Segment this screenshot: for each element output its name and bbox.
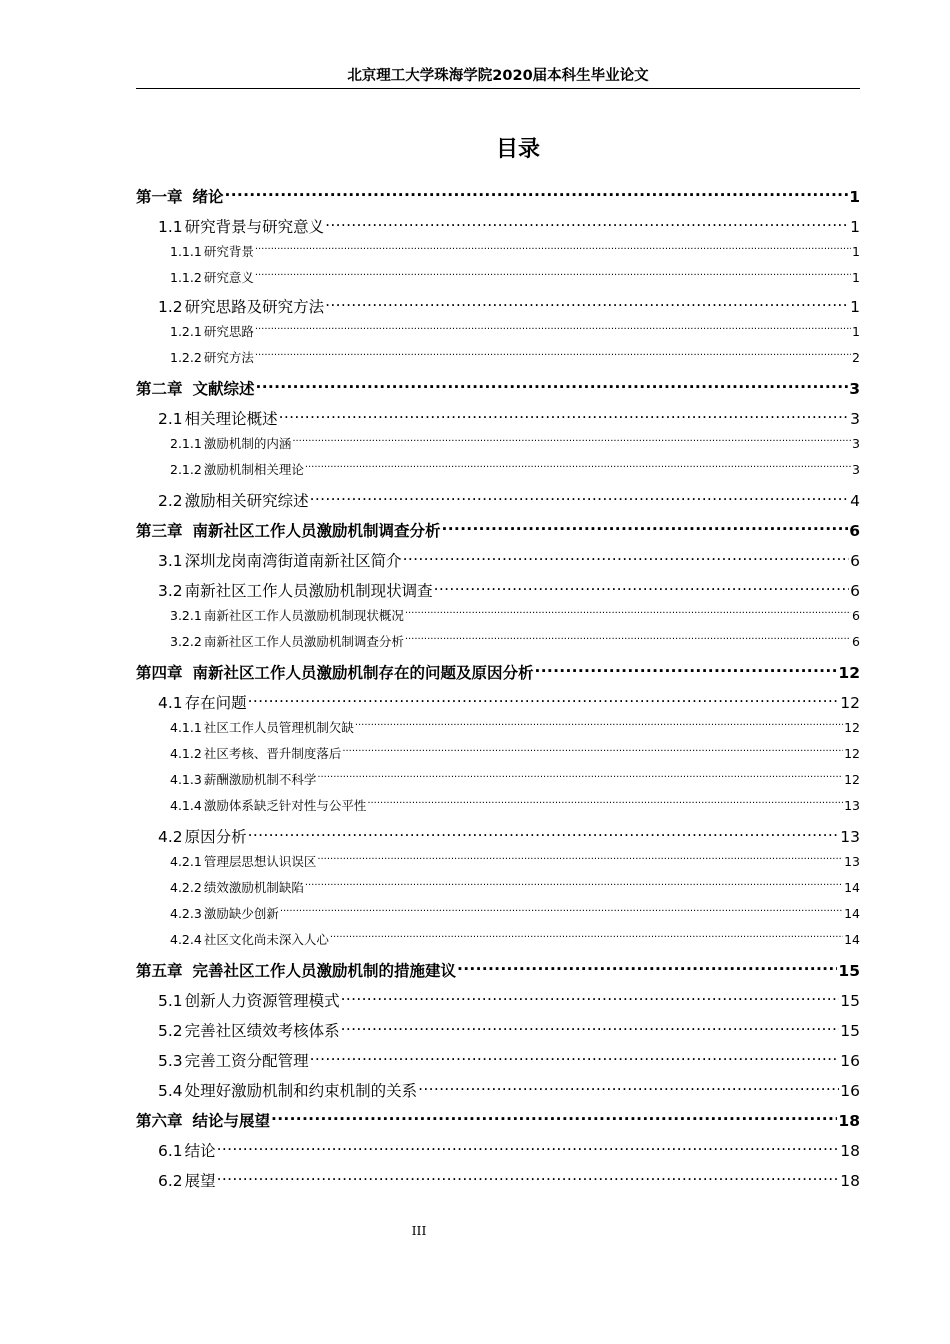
- toc-entry-number: 4.2.2: [170, 880, 202, 895]
- toc-entry-level-3[interactable]: [170, 602, 860, 623]
- toc-entry-label: 深圳龙岗南湾街道南新社区简介: [184, 552, 402, 570]
- toc-entry-page-number: 16: [840, 1052, 860, 1070]
- toc-entry-level-3[interactable]: [170, 874, 860, 895]
- toc-entry-level-3[interactable]: [170, 714, 860, 735]
- toc-entry-label: 完善社区工作人员激励机制的措施建议: [192, 962, 457, 980]
- toc-entry-level-2[interactable]: [158, 402, 860, 428]
- toc-entry-level-2[interactable]: [158, 1044, 860, 1070]
- toc-entry-number: 5.3: [158, 1052, 183, 1070]
- toc-entry-page-number: 13: [840, 828, 860, 846]
- toc-entry-page-number: 12: [844, 772, 860, 787]
- toc-entry-page-number: 14: [844, 906, 860, 921]
- toc-entry-label: 绩效激励机制缺陷: [203, 880, 304, 895]
- toc-entry-level-2[interactable]: [158, 1014, 860, 1040]
- toc-entry-level-1[interactable]: [136, 514, 860, 540]
- toc-entry-page-number: 13: [844, 798, 860, 813]
- toc-entry-label: 南新社区工作人员激励机制现状调查: [184, 582, 433, 600]
- toc-entry-label: 相关理论概述: [184, 410, 278, 428]
- toc-entry-page-number: 12: [838, 664, 860, 682]
- toc-dot-leader: [405, 602, 851, 620]
- toc-entry-page-number: 3: [849, 380, 860, 398]
- toc-entry-label: 研究思路及研究方法: [184, 298, 325, 316]
- toc-entry-number: 4.2: [158, 828, 183, 846]
- toc-entry-page-number: 12: [840, 694, 860, 712]
- toc-entry-number: 第四章: [136, 664, 183, 682]
- toc-entry-label: 结论: [184, 1142, 216, 1160]
- toc-entry-level-3[interactable]: [170, 430, 860, 451]
- toc-entry-number: 第六章: [136, 1112, 183, 1130]
- toc-entry-number: 5.4: [158, 1082, 183, 1100]
- toc-dot-leader: [255, 238, 851, 256]
- toc-entry-label: 激励机制的内涵: [203, 436, 292, 451]
- toc-entry-label: 南新社区工作人员激励机制调查分析: [192, 522, 441, 540]
- toc-dot-leader: [292, 430, 851, 448]
- toc-entry-label: 研究方法: [203, 350, 254, 365]
- toc-entry-label: 南新社区工作人员激励机制调查分析: [203, 634, 404, 649]
- toc-entry-page-number: 16: [840, 1082, 860, 1100]
- toc-dot-leader: [418, 1074, 839, 1096]
- toc-entry-level-2[interactable]: [158, 210, 860, 236]
- toc-entry-level-1[interactable]: [136, 954, 860, 980]
- toc-entry-label: 文献综述: [192, 380, 255, 398]
- toc-entry-number: 4.1: [158, 694, 183, 712]
- toc-entry-page-number: 6: [852, 634, 860, 649]
- toc-entry-level-2[interactable]: [158, 544, 860, 570]
- toc-entry-label: 原因分析: [184, 828, 247, 846]
- toc-entry-number: 4.1.3: [170, 772, 202, 787]
- toc-entry-page-number: 12: [844, 720, 860, 735]
- toc-entry-level-3[interactable]: [170, 344, 860, 365]
- toc-entry-label: 社区文化尚未深入人心: [203, 932, 329, 947]
- toc-entry-number: 第五章: [136, 962, 183, 980]
- toc-entry-level-2[interactable]: [158, 1074, 860, 1100]
- toc-dot-leader: [317, 848, 843, 866]
- toc-entry-level-3[interactable]: [170, 848, 860, 869]
- toc-entry-level-1[interactable]: [136, 372, 860, 398]
- toc-entry-level-1[interactable]: [136, 180, 860, 206]
- toc-dot-leader: [255, 318, 851, 336]
- toc-dot-leader: [305, 456, 851, 474]
- toc-entry-label: 南新社区工作人员激励机制存在的问题及原因分析: [192, 664, 534, 682]
- toc-entry-level-2[interactable]: [158, 1164, 860, 1190]
- toc-title: 目录: [495, 137, 540, 162]
- toc-entry-level-2[interactable]: [158, 984, 860, 1010]
- toc-dot-leader: [535, 656, 838, 678]
- toc-dot-leader: [341, 984, 840, 1006]
- toc-entry-number: 5.2: [158, 1022, 183, 1040]
- toc-entry-label: 激励体系缺乏针对性与公平性: [203, 798, 367, 813]
- toc-entry-label: 激励缺少创新: [203, 906, 279, 921]
- toc-dot-leader: [342, 740, 843, 758]
- toc-entry-label: 绪论: [192, 188, 224, 206]
- toc-entry-label: 社区考核、晋升制度落后: [203, 746, 342, 761]
- toc-entry-label: 研究背景与研究意义: [184, 218, 325, 236]
- toc-dot-leader: [255, 344, 851, 362]
- toc-entry-level-3[interactable]: [170, 264, 860, 285]
- toc-dot-leader: [310, 484, 849, 506]
- toc-entry-level-3[interactable]: [170, 318, 860, 339]
- toc-dot-leader: [330, 926, 843, 944]
- toc-entry-number: 4.1.4: [170, 798, 202, 813]
- toc-entry-page-number: 1: [849, 188, 860, 206]
- toc-entry-label: 激励相关研究综述: [184, 492, 309, 510]
- toc-entry-page-number: 3: [852, 436, 860, 451]
- toc-entry-label: 完善工资分配管理: [184, 1052, 309, 1070]
- toc-entry-number: 1.2.1: [170, 324, 202, 339]
- toc-entry-number: 第三章: [136, 522, 183, 540]
- toc-dot-leader: [271, 1104, 837, 1126]
- toc-entry-level-2[interactable]: [158, 820, 860, 846]
- toc-dot-leader: [403, 544, 849, 566]
- toc-dot-leader: [325, 290, 849, 312]
- toc-entry-level-3[interactable]: [170, 456, 860, 477]
- toc-entry-level-2[interactable]: [158, 484, 860, 510]
- toc-entry-number: 2.1.1: [170, 436, 202, 451]
- toc-entry-page-number: 15: [840, 1022, 860, 1040]
- toc-entry-label: 展望: [184, 1172, 216, 1190]
- toc-entry-page-number: 1: [852, 270, 860, 285]
- toc-entry-page-number: 1: [852, 324, 860, 339]
- toc-entry-page-number: 15: [840, 992, 860, 1010]
- toc-entry-level-2[interactable]: [158, 574, 860, 600]
- toc-entry-page-number: 1: [850, 218, 860, 236]
- toc-entry-number: 4.1.1: [170, 720, 202, 735]
- toc-dot-leader: [325, 210, 849, 232]
- toc-entry-level-2[interactable]: [158, 686, 860, 712]
- toc-entry-level-3[interactable]: [170, 900, 860, 921]
- toc-dot-leader: [367, 792, 843, 810]
- toc-dot-leader: [280, 900, 843, 918]
- toc-dot-leader: [217, 1164, 840, 1186]
- toc-entry-level-1[interactable]: [136, 656, 860, 682]
- toc-entry-label: 创新人力资源管理模式: [184, 992, 340, 1010]
- toc-entry-page-number: 18: [840, 1142, 860, 1160]
- toc-entry-label: 存在问题: [184, 694, 247, 712]
- toc-dot-leader: [279, 402, 849, 424]
- toc-entry-label: 研究思路: [203, 324, 254, 339]
- toc-dot-leader: [310, 1044, 840, 1066]
- toc-entry-number: 4.2.1: [170, 854, 202, 869]
- toc-entry-number: 2.1.2: [170, 462, 202, 477]
- toc-dot-leader: [317, 766, 843, 784]
- toc-entry-number: 1.1.1: [170, 244, 202, 259]
- toc-entry-page-number: 3: [850, 410, 860, 428]
- toc-entry-level-3[interactable]: [170, 766, 860, 787]
- toc-entry-page-number: 3: [852, 462, 860, 477]
- toc-entry-number: 6.1: [158, 1142, 183, 1160]
- toc-entry-level-3[interactable]: [170, 740, 860, 761]
- toc-entry-page-number: 1: [850, 298, 860, 316]
- toc-entry-page-number: 1: [852, 244, 860, 259]
- toc-dot-leader: [405, 628, 851, 646]
- toc-entry-page-number: 4: [850, 492, 860, 510]
- toc-entry-page-number: 18: [838, 1112, 860, 1130]
- toc-entry-number: 1.2.2: [170, 350, 202, 365]
- toc-entry-number: 4.1.2: [170, 746, 202, 761]
- toc-entry-label: 薪酬激励机制不科学: [203, 772, 317, 787]
- toc-entry-page-number: 6: [849, 522, 860, 540]
- toc-entry-page-number: 13: [844, 854, 860, 869]
- toc-entry-label: 研究背景: [203, 244, 254, 259]
- page-header: 北京理工大学珠海学院2020届本科生毕业论文: [347, 68, 649, 84]
- toc-entry-level-3[interactable]: [170, 926, 860, 947]
- toc-entry-number: 1.1: [158, 218, 183, 236]
- toc-entry-number: 6.2: [158, 1172, 183, 1190]
- toc-entry-number: 5.1: [158, 992, 183, 1010]
- toc-dot-leader: [457, 954, 837, 976]
- toc-entry-label: 管理层思想认识误区: [203, 854, 317, 869]
- toc-entry-label: 南新社区工作人员激励机制现状概况: [203, 608, 404, 623]
- toc-entry-level-1[interactable]: [136, 1104, 860, 1130]
- toc-entry-label: 处理好激励机制和约束机制的关系: [184, 1082, 418, 1100]
- toc-entry-page-number: 12: [844, 746, 860, 761]
- toc-entry-number: 3.2.2: [170, 634, 202, 649]
- toc-dot-leader: [248, 820, 840, 842]
- toc-entry-level-3[interactable]: [170, 238, 860, 259]
- toc-dot-leader: [248, 686, 840, 708]
- toc-entry-number: 2.1: [158, 410, 183, 428]
- toc-entry-level-3[interactable]: [170, 792, 860, 813]
- toc-dot-leader: [217, 1134, 840, 1156]
- toc-dot-leader: [442, 514, 849, 536]
- toc-entry-page-number: 6: [852, 608, 860, 623]
- toc-dot-leader: [341, 1014, 840, 1036]
- page-number: III: [411, 1223, 427, 1238]
- toc-entry-number: 1.2: [158, 298, 183, 316]
- toc-dot-leader: [305, 874, 843, 892]
- toc-entry-page-number: 6: [850, 552, 860, 570]
- toc-dot-leader: [355, 714, 843, 732]
- toc-entry-level-3[interactable]: [170, 628, 860, 649]
- toc-entry-label: 社区工作人员管理机制欠缺: [203, 720, 354, 735]
- toc-dot-leader: [255, 264, 851, 282]
- toc-entry-number: 第一章: [136, 188, 183, 206]
- toc-entry-number: 3.1: [158, 552, 183, 570]
- toc-entry-number: 3.2: [158, 582, 183, 600]
- toc-entry-page-number: 6: [850, 582, 860, 600]
- toc-entry-level-2[interactable]: [158, 1134, 860, 1160]
- toc-entry-number: 4.2.3: [170, 906, 202, 921]
- toc-entry-page-number: 15: [838, 962, 860, 980]
- toc-dot-leader: [225, 180, 849, 202]
- toc-entry-number: 2.2: [158, 492, 183, 510]
- toc-entry-number: 第二章: [136, 380, 183, 398]
- toc-entry-page-number: 14: [844, 880, 860, 895]
- toc-entry-label: 结论与展望: [192, 1112, 271, 1130]
- toc-entry-label: 研究意义: [203, 270, 254, 285]
- toc-entry-number: 1.1.2: [170, 270, 202, 285]
- toc-entry-label: 激励机制相关理论: [203, 462, 304, 477]
- toc-entry-number: 3.2.1: [170, 608, 202, 623]
- toc-entry-level-2[interactable]: [158, 290, 860, 316]
- toc-dot-leader: [434, 574, 849, 596]
- toc-entry-page-number: 2: [852, 350, 860, 365]
- toc-entry-number: 4.2.4: [170, 932, 202, 947]
- toc-entry-label: 完善社区绩效考核体系: [184, 1022, 340, 1040]
- toc-dot-leader: [256, 372, 849, 394]
- toc-entry-page-number: 18: [840, 1172, 860, 1190]
- toc-entry-page-number: 14: [844, 932, 860, 947]
